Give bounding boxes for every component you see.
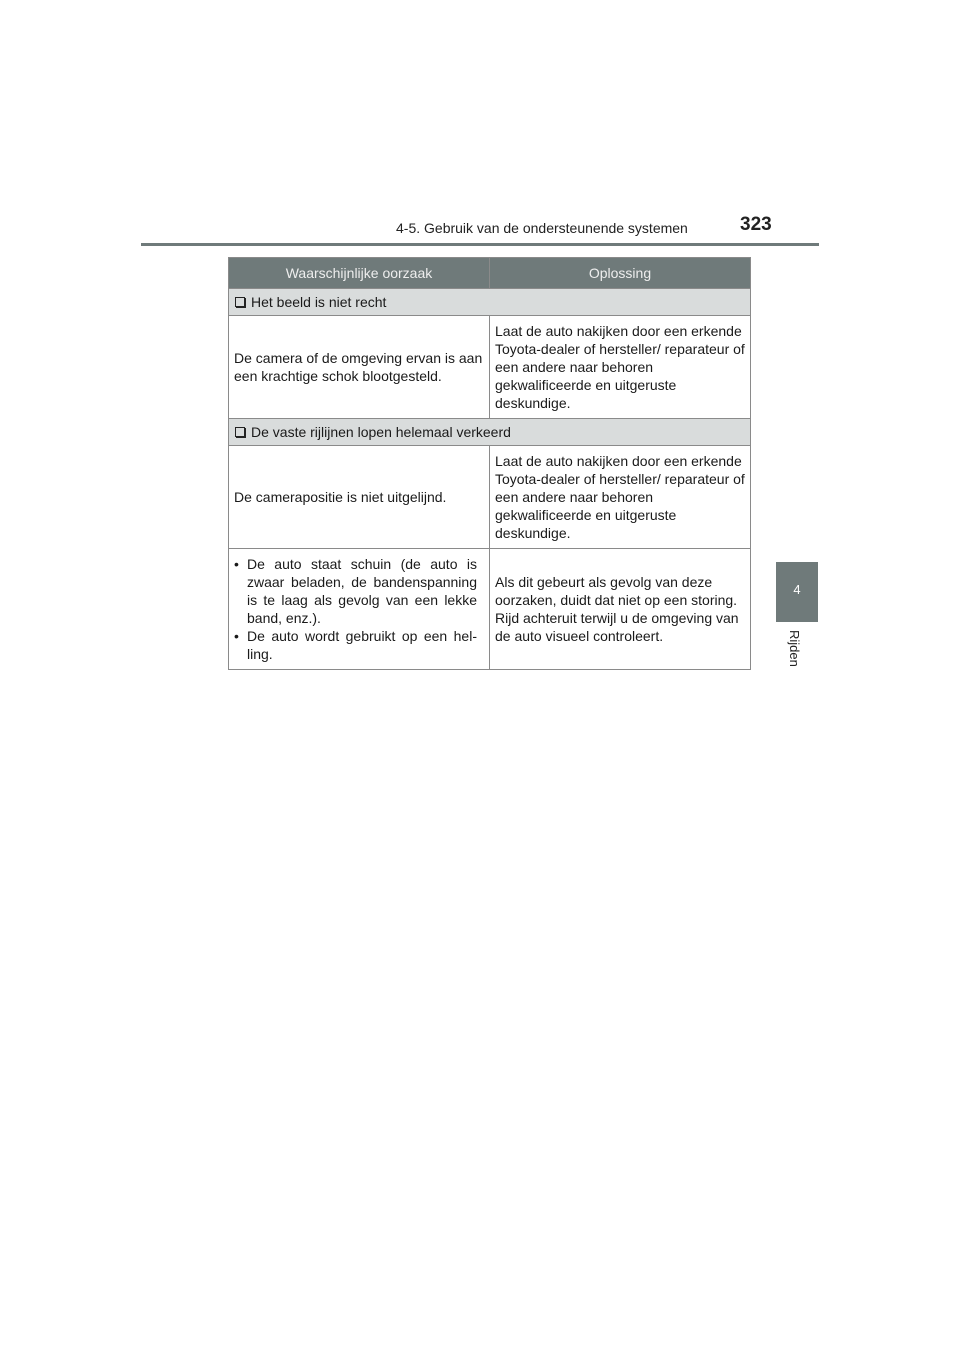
- cause-cell: De camerapositie is niet uitgelijnd.: [229, 446, 490, 549]
- cause-cell: De camera of de omgeving ervan is aan een krachtige schok blootgesteld.: [229, 316, 490, 419]
- solution-cell: Laat de auto nakijken door een erkende Toyota-dealer of hersteller/ reparateur of een andere naar behoren gekwalificeerde en uitgeruste deskundige.: [490, 316, 751, 419]
- section-title: 4-5. Gebruik van de ondersteunende systemen: [396, 220, 688, 236]
- table-row: [229, 549, 751, 670]
- checkbox-icon: [235, 427, 245, 437]
- troubleshooting-table: [228, 257, 751, 670]
- column-header-solution: Oplossing: [490, 258, 751, 289]
- chapter-tab: 4: [776, 562, 818, 622]
- cause-list: [234, 555, 477, 663]
- chapter-label: Rijden: [787, 630, 802, 667]
- section-heading: [229, 289, 751, 316]
- cause-cell: [229, 549, 490, 670]
- list-item: • De auto wordt gebruikt op een helling.: [234, 627, 477, 663]
- column-header-cause: Waarschijnlijke oorzaak: [229, 258, 490, 289]
- checkbox-icon: [235, 297, 245, 307]
- list-item: • De auto staat schuin (de auto is zwaar beladen, de bandenspanning is te laag als gevolg van een lekke band, enz.).: [234, 555, 477, 627]
- solution-cell: Laat de auto nakijken door een erkende Toyota-dealer of hersteller/ reparateur of een andere naar behoren gekwalificeerde en uitgeruste deskundige.: [490, 446, 751, 549]
- table-row: [229, 316, 751, 419]
- header-divider: [141, 243, 819, 246]
- section-title-text: De vaste rijlijnen lopen helemaal verkeerd: [251, 424, 511, 440]
- solution-cell: Als dit gebeurt als gevolg van deze oorzaken, duidt dat niet op een storing. Rijd achteruit terwijl u de omgeving van de auto visueel controleert.: [490, 549, 751, 670]
- section-row: [229, 419, 751, 446]
- section-heading: [229, 419, 751, 446]
- page-number: 323: [740, 214, 772, 235]
- table-header-row: [229, 258, 751, 289]
- section-title-text: Het beeld is niet recht: [251, 294, 387, 310]
- section-row: [229, 289, 751, 316]
- table-row: [229, 446, 751, 549]
